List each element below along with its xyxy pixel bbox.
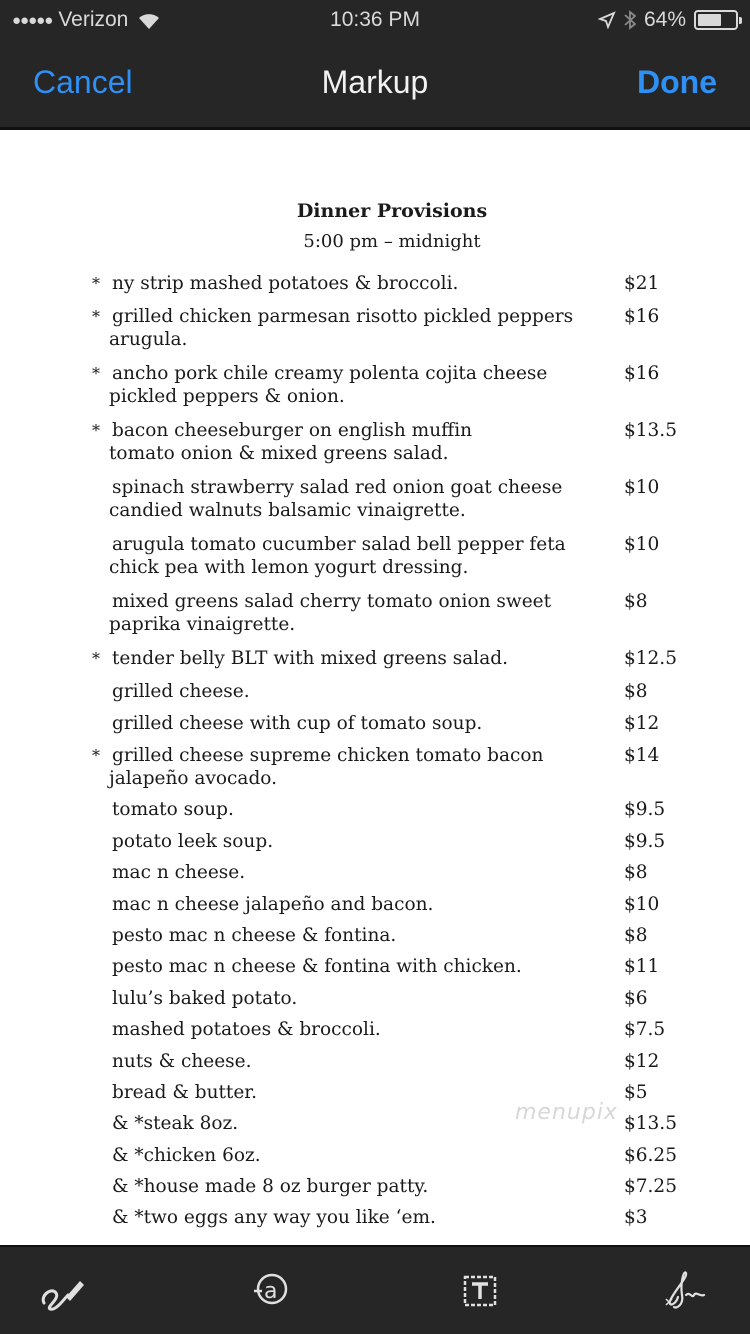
menu-item-line1: mac n cheese.: [112, 862, 246, 883]
markup-toolbar: [0, 1245, 750, 1334]
menu-item-line1: grilled chicken parmesan risotto pickled peppers: [112, 306, 574, 327]
done-button[interactable]: Done: [637, 64, 717, 100]
carrier-name: Verizon: [58, 8, 129, 31]
menu-item-price: $8: [624, 862, 648, 883]
menu-item-line2: jalapeño avocado.: [109, 768, 277, 789]
menu-item-price: $8: [624, 925, 648, 946]
menu-item-name: [112, 1050, 612, 1073]
menu-item-price: $8: [624, 681, 648, 702]
menu-item-name: [112, 272, 612, 295]
menu-item-line1: grilled cheese.: [112, 681, 250, 702]
menu-item-line1: grilled cheese supreme chicken tomato bacon: [112, 745, 544, 766]
menu-item-price: $16: [624, 306, 660, 327]
menu-item-line2: chick pea with lemon yogurt dressing.: [109, 557, 469, 578]
menu-item-line1: & *two eggs any way you like ‘em.: [112, 1207, 436, 1228]
menu-item-line1: grilled cheese with cup of tomato soup.: [112, 713, 483, 734]
menu-item-line1: mixed greens salad cherry tomato onion sweet: [112, 591, 552, 612]
menu-item-line1: bacon cheeseburger on english muffin: [112, 420, 473, 441]
menu-item-price: $10: [624, 534, 660, 555]
menu-item-price: $10: [624, 894, 660, 915]
menu-item-line1: mashed potatoes & broccoli.: [112, 1019, 381, 1040]
menu-item-name: [109, 533, 612, 579]
menu-item-line1: potato leek soup.: [112, 831, 274, 852]
menu-item-name: [109, 362, 612, 408]
menu-item-name: [112, 1206, 612, 1229]
menu-item-price: $12.5: [624, 648, 677, 669]
status-right: [598, 8, 738, 32]
menu-item-name: [112, 987, 612, 1010]
menu-item-name: [109, 419, 612, 465]
menu-item-line1: & *chicken 6oz.: [112, 1145, 261, 1166]
bluetooth-icon: [624, 10, 636, 30]
svg-text:a: a: [264, 1279, 278, 1304]
signature-icon[interactable]: [664, 1269, 712, 1313]
menu-item-line1: tomato soup.: [112, 799, 234, 820]
top-bar: [0, 0, 750, 130]
pen-sketch-icon[interactable]: [38, 1269, 86, 1313]
menu-item-price: $3: [624, 1207, 648, 1228]
signature-star-marker: *: [92, 746, 100, 765]
menu-item-line1: arugula tomato cucumber salad bell pepper feta: [112, 534, 566, 555]
menu-item-price: $10: [624, 477, 660, 498]
menu-item-line2: candied walnuts balsamic vinaigrette.: [109, 500, 466, 521]
watermark-logo: menupix: [515, 1100, 618, 1125]
menu-item-line2: pickled peppers & onion.: [109, 386, 345, 407]
menu-title: Dinner Provisions: [296, 200, 488, 222]
menu-item-line1: pesto mac n cheese & fontina with chicken.: [112, 956, 522, 977]
menu-item-price: $21: [624, 273, 660, 294]
location-arrow-icon: [598, 11, 616, 29]
menu-item-name: [112, 861, 612, 884]
menu-item-price: $9.5: [624, 799, 666, 820]
menu-item-line2: paprika vinaigrette.: [109, 614, 296, 635]
menu-item-price: $12: [624, 713, 660, 734]
signature-star-marker: *: [92, 364, 100, 383]
menu-item-name: [112, 647, 612, 670]
menu-item-price: $6: [624, 988, 648, 1009]
status-time: 10:36 PM: [330, 8, 420, 31]
menu-item-line1: nuts & cheese.: [112, 1051, 252, 1072]
status-bar: [0, 0, 750, 40]
menu-item-line1: bread & butter.: [112, 1082, 258, 1103]
menu-item-line1: & *steak 8oz.: [112, 1113, 239, 1134]
menu-item-price: $7.5: [624, 1019, 666, 1040]
menu-item-line1: ancho pork chile creamy polenta cojita cheese: [112, 363, 548, 384]
battery-icon: [694, 10, 738, 30]
menu-item-name: [112, 1175, 612, 1198]
menu-item-price: $6.25: [624, 1145, 677, 1166]
battery-fill: [698, 14, 721, 26]
menu-item-line1: lulu’s baked potato.: [112, 988, 298, 1009]
menu-item-name: [109, 590, 612, 636]
menu-item-price: $13.5: [624, 1113, 677, 1134]
menu-item-line1: spinach strawberry salad red onion goat cheese: [112, 477, 563, 498]
signature-star-marker: *: [92, 307, 100, 326]
menu-item-line1: & *house made 8 oz burger patty.: [112, 1176, 429, 1197]
menu-item-name: [109, 305, 612, 351]
signature-star-marker: *: [92, 274, 100, 293]
signature-star-marker: *: [92, 649, 100, 668]
menu-item-name: [112, 712, 612, 735]
menu-item-name: [112, 1018, 612, 1041]
signal-strength-icon: ●●●●●: [12, 11, 53, 29]
menu-item-name: [112, 1144, 612, 1167]
menu-item-name: [112, 830, 612, 853]
menu-item-price: $14: [624, 745, 660, 766]
menu-item-line2: arugula.: [109, 329, 188, 350]
document-canvas[interactable]: [0, 133, 750, 1245]
menu-item-name: [109, 744, 612, 790]
menu-item-line1: mac n cheese jalapeño and bacon.: [112, 894, 434, 915]
menu-item-name: [112, 924, 612, 947]
nav-title: Markup: [321, 64, 429, 100]
menu-item-name: [112, 680, 612, 703]
menu-item-price: $16: [624, 363, 660, 384]
menu-item-name: [112, 893, 612, 916]
text-box-icon[interactable]: [456, 1269, 504, 1313]
menu-item-name: [112, 955, 612, 978]
menu-hours: 5:00 pm – midnight: [303, 231, 481, 252]
battery-percent: 64%: [643, 8, 686, 31]
menu-item-price: $9.5: [624, 831, 666, 852]
menu-item-price: $13.5: [624, 420, 677, 441]
menu-item-name: [112, 798, 612, 821]
menu-item-price: $8: [624, 591, 648, 612]
menu-item-line1: pesto mac n cheese & fontina.: [112, 925, 397, 946]
signature-star-marker: *: [92, 421, 100, 440]
menu-item-price: $12: [624, 1051, 660, 1072]
menu-item-price: $11: [624, 956, 660, 977]
menu-item-line1: ny strip mashed potatoes & broccoli.: [112, 273, 459, 294]
magnifier-loupe-icon[interactable]: [246, 1269, 294, 1313]
menu-item-price: $7.25: [624, 1176, 677, 1197]
menu-item-line2: tomato onion & mixed greens salad.: [109, 443, 449, 464]
menu-item-name: [109, 476, 612, 522]
cancel-button[interactable]: Cancel: [33, 64, 133, 100]
menu-item-price: $5: [624, 1082, 648, 1103]
menu-item-line1: tender belly BLT with mixed greens salad.: [112, 648, 508, 669]
